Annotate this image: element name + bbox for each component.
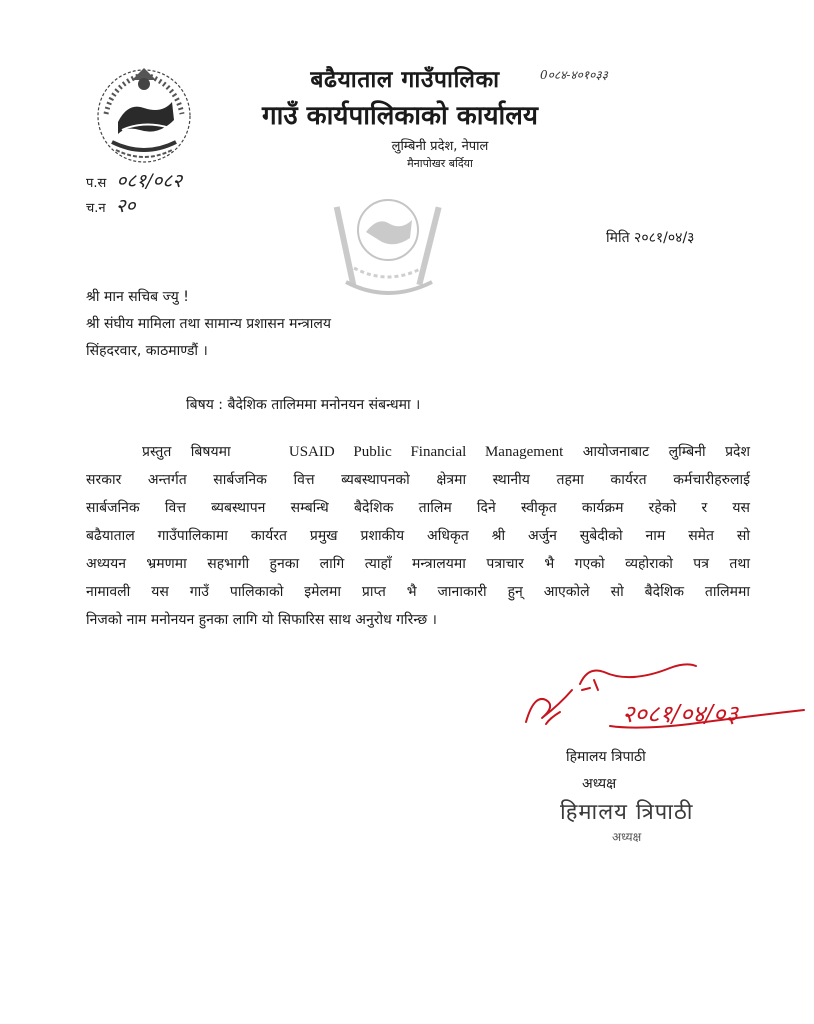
province-line: लुम्बिनी प्रदेश, नेपाल xyxy=(391,139,489,154)
body-line-4: बढैयाताल गाउँपालिकामा कार्यरत प्रमुख प्रशाकीय अधिकृत श्री अर्जुन सुबेदीको नाम समेत सो xyxy=(86,528,750,544)
body-line-1 xyxy=(86,438,750,466)
letter-number xyxy=(86,170,182,195)
phone-number: 0०८४-४०१०३३ xyxy=(540,68,608,82)
letter-body xyxy=(86,438,750,634)
nepal-emblem-icon xyxy=(92,62,196,166)
body-line-2: सरकार अन्तर्गत सार्बजनिक वित्त ब्यबस्थापनको क्षेत्रमा स्थानीय तहमा कार्यरत कर्मचारीहरुलाई xyxy=(86,472,750,488)
addressee-line-1: श्री मान सचिब ज्यु ! xyxy=(86,289,189,305)
dispatch-number xyxy=(86,195,182,220)
letter-date: मिति २०८१/०४/३ xyxy=(606,230,695,246)
project-name: USAID Public Financial Management xyxy=(288,444,564,460)
signatory-block xyxy=(566,744,646,798)
cn-label: च.न xyxy=(86,201,106,216)
cn-value: २० xyxy=(115,195,136,217)
body-line-7: निजको नाम मनोनयन हुनका लागि यो सिफारिस साथ अनुरोध गरिन्छ । xyxy=(86,612,437,628)
letterhead xyxy=(230,62,570,171)
body-line-6: नामावली यस गाउँ पालिकाको इमेलमा प्राप्त भै जानाकारी हुन् आएकोले सो बैदेशिक तालिममा xyxy=(86,584,750,600)
watermark-stamp-icon xyxy=(318,186,458,306)
addressee-line-2: श्री संघीय मामिला तथा सामान्य प्रशासन मन्त्रालय xyxy=(86,316,331,332)
body-line-1b: आयोजनाबाट लुम्बिनी प्रदेश xyxy=(582,444,751,460)
seal-title: अध्यक्ष xyxy=(612,830,642,844)
handwritten-signature-icon xyxy=(520,660,810,760)
name-seal xyxy=(560,796,693,845)
addressee-line-3: सिंहदरवार, काठमाण्डौं । xyxy=(86,343,208,359)
ps-value: ०८१/०८२ xyxy=(116,170,183,192)
addressee-block xyxy=(86,284,331,365)
body-line-1a: प्रस्तुत बिषयमा xyxy=(142,444,231,460)
organization-name: बढैयाताल गाउँपालिका xyxy=(310,67,500,93)
reference-block xyxy=(86,170,182,220)
office-name: गाउँ कार्यपालिकाको कार्यालय xyxy=(262,101,538,131)
signatory-name: हिमालय त्रिपाठी xyxy=(566,749,646,765)
subject-line: बिषय : बैदेशिक तालिममा मनोनयन संबन्धमा । xyxy=(186,397,421,413)
signatory-title: अध्यक्ष xyxy=(582,776,617,792)
body-line-5: अध्ययन भ्रमणमा सहभागी हुनका लागि त्याहाँ मन्त्रालयमा पत्राचार भै गएको व्यहोराको पत्र तथा xyxy=(86,556,750,572)
ps-label: प.स xyxy=(86,176,107,191)
signature-date: २०८१/०४/०३ xyxy=(622,700,739,728)
locality-line: मैनापोखर बर्दिया xyxy=(407,157,473,170)
seal-name: हिमालय त्रिपाठी xyxy=(560,800,694,825)
body-line-3: सार्बजनिक वित्त ब्यबस्थापन सम्बन्धि बैदेशिक तालिम दिने स्वीकृत कार्यक्रम रहेको र यस xyxy=(86,500,750,516)
